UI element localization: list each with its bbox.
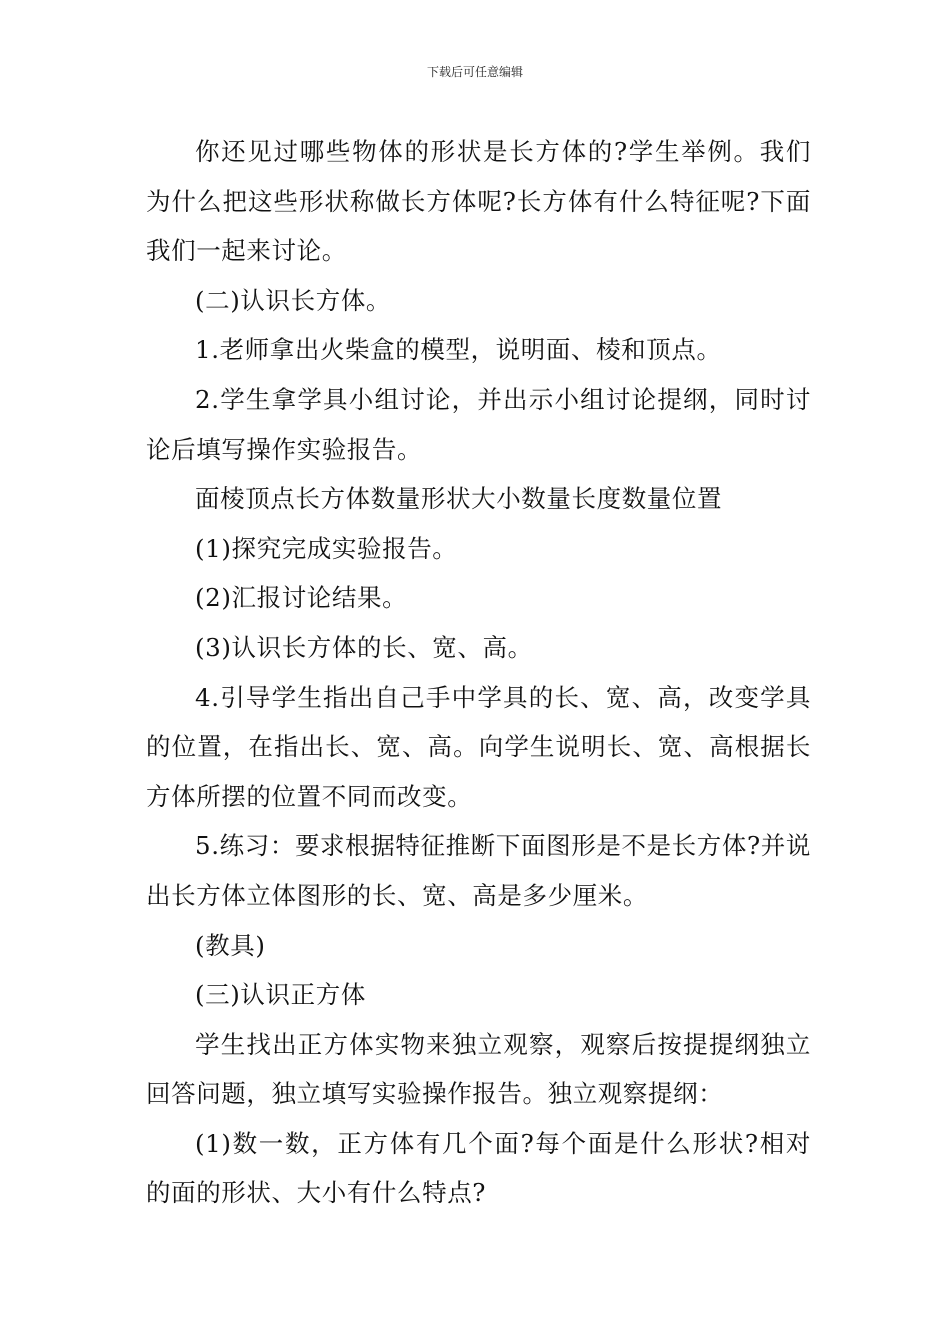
paragraph: 4.引导学生指出自己手中学具的长、宽、高，改变学具的位置，在指出长、宽、高。向学生说明长、宽、高根据长方体所摆的位置不同而改变。 [146,682,811,811]
document-body [146,127,811,1218]
paragraph: 你还见过哪些物体的形状是长方体的?学生举例。我们为什么把这些形状称做长方体呢?长方体有什么特征呢?下面我们一起来讨论。 [146,137,811,266]
paragraph: 面棱顶点长方体数量形状大小数量长度数量位置 [195,484,723,514]
list-item: (1)探究完成实验报告。 [195,533,458,563]
paragraph: 学生找出正方体实物来独立观察，观察后按提提纲独立回答问题，独立填写实验操作报告。独立观察提纲： [146,1029,811,1109]
paragraph: 5.练习：要求根据特征推断下面图形是不是长方体?并说出长方体立体图形的长、宽、高是多少厘米。 [146,831,811,910]
section-heading: (二)认识长方体。 [195,285,392,315]
list-item: (2)汇报讨论结果。 [195,583,408,613]
paragraph: (教具) [195,930,266,960]
page-header: 下载后可任意编辑 [426,65,523,79]
section-heading: (三)认识正方体 [195,980,366,1010]
list-item: (3)认识长方体的长、宽、高。 [195,632,533,662]
list-item: (1)数一数，正方体有几个面?每个面是什么形状?相对的面的形状、大小有什么特点? [146,1128,811,1208]
paragraph: 2.学生拿学具小组讨论，并出示小组讨论提纲，同时讨论后填写操作实验报告。 [146,384,811,464]
paragraph: 1.老师拿出火柴盒的模型，说明面、棱和顶点。 [195,335,722,365]
